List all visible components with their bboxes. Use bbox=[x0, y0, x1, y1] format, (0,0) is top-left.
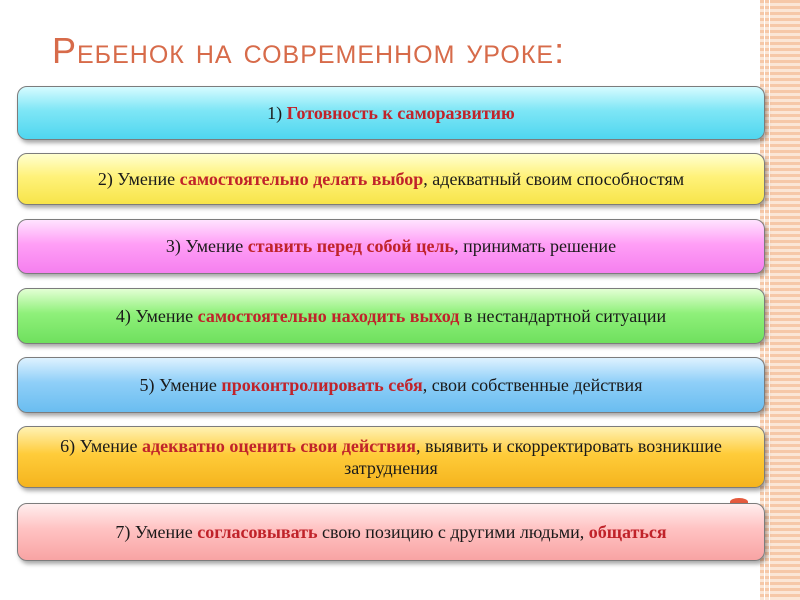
item-suffix: , выявить и скорректировать возникшие затруднения bbox=[344, 435, 722, 478]
item-box-4 bbox=[17, 288, 765, 344]
item-suffix: , принимать решение bbox=[454, 236, 617, 257]
item-suffix: в нестандартной ситуации bbox=[459, 305, 667, 326]
decorative-side-band bbox=[760, 0, 800, 600]
item-highlight: ставить перед собой цель bbox=[247, 236, 455, 257]
item-highlight-2: общаться bbox=[588, 521, 667, 542]
item-box-3 bbox=[17, 219, 765, 274]
item-highlight: Готовность к саморазвитию bbox=[286, 102, 515, 123]
item-prefix: 6) Умение bbox=[60, 435, 142, 456]
item-box-1 bbox=[17, 86, 765, 140]
item-text-5 bbox=[140, 374, 643, 397]
item-suffix: , адекватный своим способностям bbox=[423, 168, 685, 189]
item-box-2 bbox=[17, 153, 765, 205]
item-text-2 bbox=[98, 168, 684, 191]
item-suffix: , свои собственные действия bbox=[422, 374, 643, 395]
item-prefix: 3) Умение bbox=[165, 236, 248, 257]
item-text-3 bbox=[166, 235, 616, 258]
slide-title: Ребенок на современном уроке: bbox=[52, 30, 566, 71]
item-prefix: 5) Умение bbox=[139, 374, 222, 395]
item-text-1 bbox=[267, 102, 515, 125]
item-prefix: 1) bbox=[267, 102, 287, 123]
item-text-4 bbox=[116, 305, 666, 328]
item-box-5 bbox=[17, 357, 765, 413]
item-highlight: самостоятельно делать выбор bbox=[179, 168, 424, 189]
item-text-6 bbox=[28, 435, 754, 480]
item-highlight: самостоятельно находить выход bbox=[197, 305, 460, 326]
item-box-7 bbox=[17, 503, 765, 561]
item-suffix: свою позицию с другими людьми, bbox=[317, 521, 589, 542]
item-box-6 bbox=[17, 426, 765, 488]
item-highlight: адекватно оценить свои действия bbox=[141, 435, 416, 456]
item-highlight: согласовывать bbox=[197, 521, 318, 542]
item-prefix: 4) Умение bbox=[115, 305, 198, 326]
item-highlight: проконтролировать себя bbox=[221, 374, 423, 395]
item-prefix: 7) Умение bbox=[115, 521, 198, 542]
item-prefix: 2) Умение bbox=[97, 168, 180, 189]
item-text-7 bbox=[115, 521, 666, 544]
